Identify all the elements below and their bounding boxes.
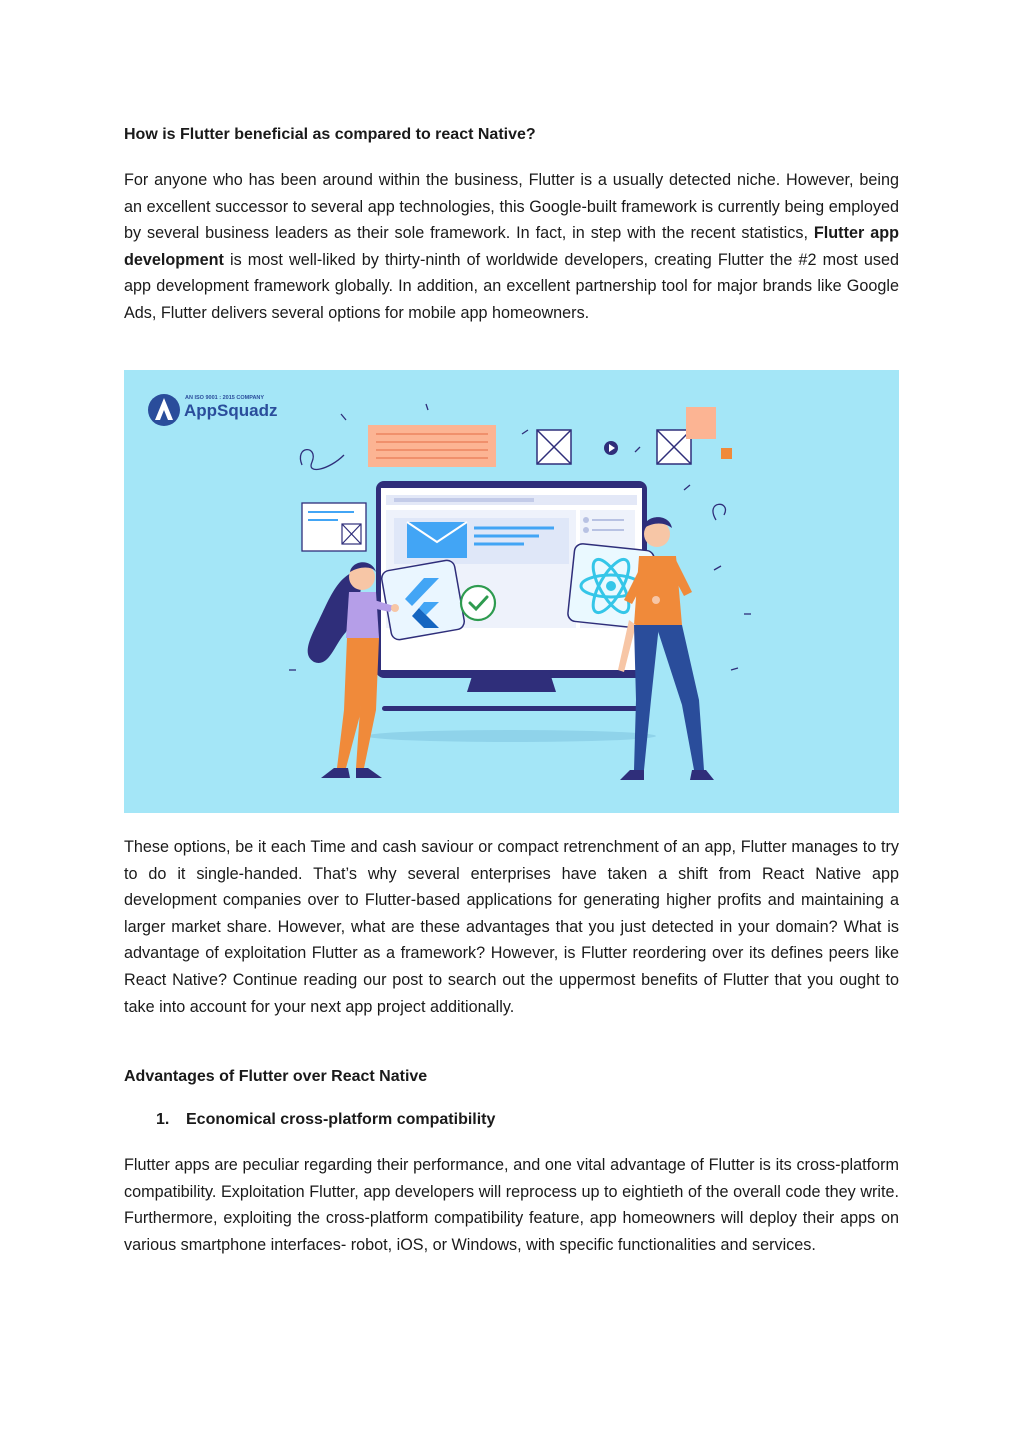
- decor-small-square: [721, 448, 732, 459]
- check-icon: [461, 586, 495, 620]
- image-placeholder-icon-2: [657, 430, 691, 464]
- intro-text-end: is most well-liked by thirty-ninth of worldwide developers, creating Flutter the #2 most used app development framework globally. In addition, an excellent partnership tool for major brands like Google Ads, Flutter delivers several options for mobile app homeowners.: [124, 250, 899, 322]
- section-heading: Advantages of Flutter over React Native: [124, 1068, 428, 1085]
- decor-text-card: [368, 425, 496, 467]
- decor-form-card: [302, 503, 366, 551]
- flutter-card: [380, 559, 465, 641]
- intro-bold-link: Flutter app development: [124, 224, 899, 269]
- play-icon: [604, 441, 618, 455]
- hero-illustration: [124, 370, 899, 813]
- intro-paragraph: [124, 167, 899, 327]
- body-paragraph: These options, be it each Time and cash saviour or compact retrenchment of an app, Flutter manages to try to do it single-handed. That’s why several enterprises have taken a shift from React Native app development companies over to Flutter-based applications for generating higher profits and maintaining a larger market share. However, what are these advantages that you just detected in your domain? What is advantage of exploitation Flutter as a framework? However, is Flutter reordering over its defines peers like React Native? Continue reading our post to search out the uppermost benefits of Flutter that you ought to take into account for your next app project additionally.: [124, 838, 899, 1016]
- email-icon: [407, 522, 467, 558]
- list-item-number: 1.: [156, 1111, 170, 1128]
- image-placeholder-icon: [537, 430, 571, 464]
- section-body-paragraph: Flutter apps are peculiar regarding their performance, and one vital advantage of Flutter is its cross-platform compatibility. Exploitation Flutter, app developers will reprocess up to eightieth of the overall code they write. Furthermore, exploiting the cross-platform compatibility feature, app homeowners will deploy their apps on various smartphone interfaces- robot, iOS, or Windows, with specific functionalities and services.: [124, 1156, 899, 1254]
- logo-badge-text: AN ISO 9001 : 2015 COMPANY: [185, 395, 265, 401]
- logo-name-text: AppSquadz: [184, 401, 278, 420]
- list-item-text: Economical cross-platform compatibility: [186, 1111, 496, 1128]
- list-item: [156, 1109, 495, 1131]
- intro-text-start: For anyone who has been around within the business, Flutter is a usually detected niche. However, being an excellent successor to several app technologies, this Google-built framework is currently being employed by several business leaders as their sole framework. In fact, in step with the recent statistics,: [124, 171, 899, 243]
- decor-square: [686, 407, 716, 439]
- article-heading: How is Flutter beneficial as compared to react Native?: [124, 126, 536, 143]
